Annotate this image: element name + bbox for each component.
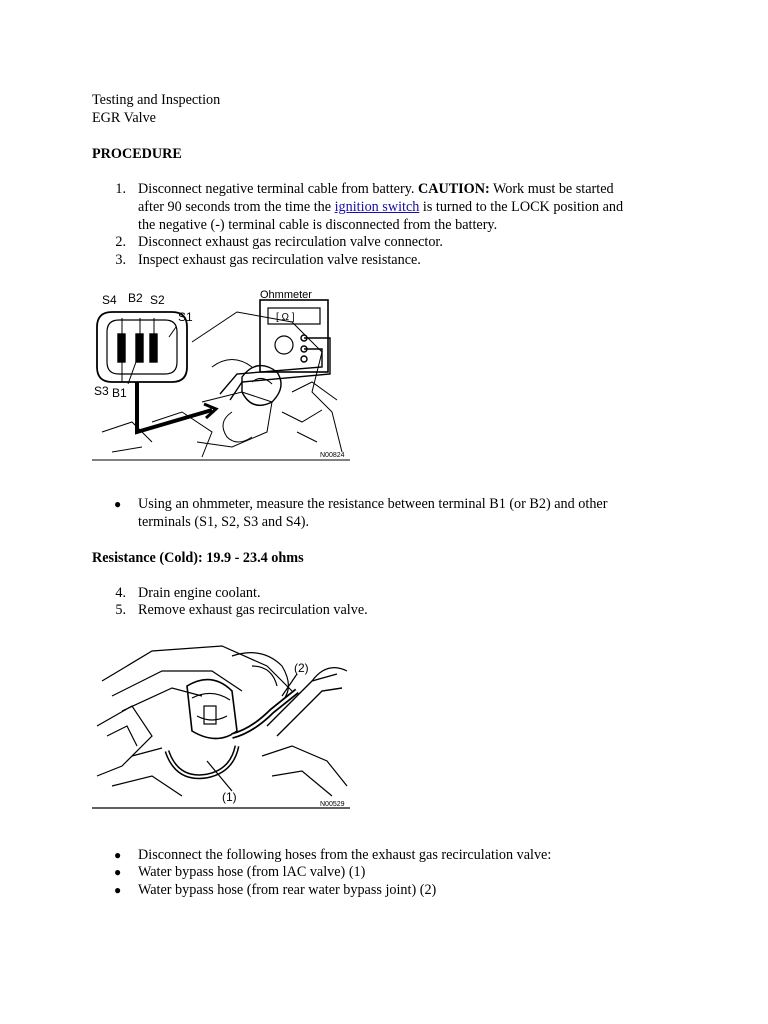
step-text-line xyxy=(138,180,614,198)
bullet-icon: ● xyxy=(114,497,122,511)
step-number: 2. xyxy=(115,234,126,250)
doc-title: Testing and Inspection xyxy=(92,92,221,108)
figure-code: N00824 xyxy=(320,452,345,459)
bullet-icon: ● xyxy=(114,883,122,897)
procedure-heading: PROCEDURE xyxy=(92,146,182,162)
hose-label-1: (1) xyxy=(222,790,237,804)
bullet-text: terminals (S1, S2, S3 and S4). xyxy=(138,514,310,530)
egr-connector-diagram xyxy=(92,282,354,464)
bullet-icon: ● xyxy=(114,865,122,879)
step-text: Work must be started xyxy=(489,181,614,197)
label-s3: S3 xyxy=(94,384,109,398)
step-text: Drain engine coolant. xyxy=(138,585,261,601)
step-number: 4. xyxy=(115,585,126,601)
step-number: 3. xyxy=(115,252,126,268)
bullet-icon: ● xyxy=(114,848,122,862)
ignition-switch-link[interactable]: ignition switch xyxy=(334,199,420,215)
step-text: after 90 seconds trom the time the xyxy=(138,199,335,215)
caution-label: CAUTION: xyxy=(417,181,490,197)
label-b2: B2 xyxy=(128,291,143,305)
step-text: is turned to the LOCK position and xyxy=(419,199,624,215)
hose-label-2: (2) xyxy=(294,661,309,675)
step-text: Remove exhaust gas recirculation valve. xyxy=(138,602,368,618)
bullet-text: Using an ohmmeter, measure the resistance between terminal B1 (or B2) and other xyxy=(138,496,608,512)
step-text-line xyxy=(138,198,623,216)
egr-hoses-diagram xyxy=(92,636,354,812)
ohm-symbol: [ Ω ] xyxy=(276,312,295,323)
bullet-text: Water bypass hose (from lAC valve) (1) xyxy=(138,864,366,880)
step-number: 5. xyxy=(115,602,126,618)
label-s2: S2 xyxy=(150,293,165,307)
bullet-text: Disconnect the following hoses from the exhaust gas recirculation valve: xyxy=(138,847,552,863)
ohmmeter-label: Ohmmeter xyxy=(260,289,312,301)
resistance-spec: Resistance (Cold): 19.9 - 23.4 ohms xyxy=(92,550,304,566)
label-b1: B1 xyxy=(112,386,127,400)
step-text: Inspect exhaust gas recirculation valve resistance. xyxy=(138,252,421,268)
label-s4: S4 xyxy=(102,293,117,307)
step-number: 1. xyxy=(115,181,126,197)
step-text: Disconnect negative terminal cable from battery. xyxy=(138,181,418,197)
label-s1: S1 xyxy=(178,310,193,324)
step-text-line: the negative (-) terminal cable is disconnected from the battery. xyxy=(138,217,498,233)
bullet-text: Water bypass hose (from rear water bypass joint) (2) xyxy=(138,882,437,898)
step-text: Disconnect exhaust gas recirculation valve connector. xyxy=(138,234,443,250)
figure-code: N00529 xyxy=(320,801,345,808)
doc-subtitle: EGR Valve xyxy=(92,110,156,126)
